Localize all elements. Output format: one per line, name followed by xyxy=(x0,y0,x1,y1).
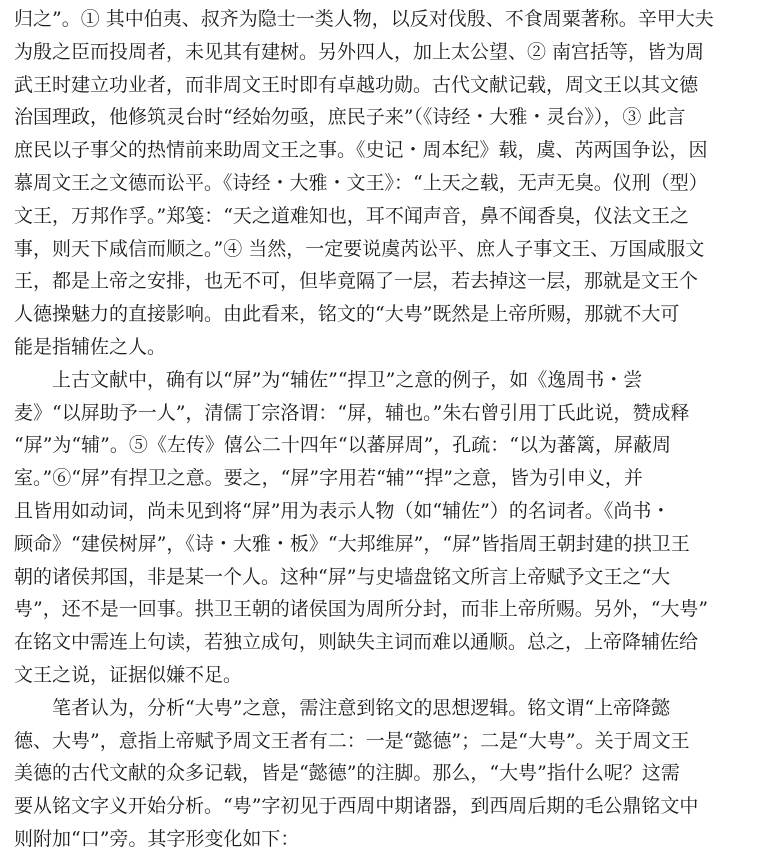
text-line: 事，则天下咸信而顺之。”④ 当然，一定要说虞芮讼平、庶人子事文王、万国咸服文 xyxy=(14,237,705,260)
text-line: 武王时建立功业者，而非周文王时即有卓越功勋。古代文献记载，周文王以其文德 xyxy=(14,73,699,96)
text-line: 麦》“以屏助予一人”，清儒丁宗洛谓：“屏，辅也。”朱右曾引用丁氏此说，赞成释 xyxy=(14,401,690,424)
text-line: 上古文献中，确有以“屏”为“辅佐”“捍卫”之意的例子，如《逸周书・尝 xyxy=(52,368,643,391)
text-line: 文王，万邦作孚。”郑笺：“天之道难知也，耳不闻声音，鼻不闻香臭，仪法文王之 xyxy=(14,204,689,227)
text-line: 慕周文王之文德而讼平。《诗经・大雅・文王》：“上天之载，无声无臭。仪刑（型） xyxy=(14,171,708,194)
paragraph-3 xyxy=(14,692,750,856)
text-line: 朝的诸侯邦国，非是某一个人。这种“屏”与史墙盘铭文所言上帝赋予文王之“大 xyxy=(14,565,671,588)
text-line: 要从铭文字义开始分析。“甹”字初见于西周中期诸器，到西周后期的毛公鼎铭文中 xyxy=(14,795,699,818)
text-line: 治国理政，他修筑灵台时“经始勿亟，庶民子来”（《诗经・大雅・灵台》），③ 此言 xyxy=(14,106,686,129)
text-line: 庶民以子事父的热情前来助周文王之事。《史记・周本纪》载，虞、芮两国争讼，因 xyxy=(14,139,708,162)
text-line: 美德的古代文献的众多记载，皆是“懿德”的注脚。那么，“大甹”指什么呢？这需 xyxy=(14,762,680,785)
text-line: 文王之说，证据似嫌不足。 xyxy=(14,663,243,686)
text-line: 人德操魅力的直接影响。由此看来，铭文的“大甹”既然是上帝所赐，那就不大可 xyxy=(14,303,680,326)
paragraph-1 xyxy=(14,3,750,364)
text-line: 能是指辅佐之人。 xyxy=(14,335,167,358)
text-line: 室。”⑥“屏”有捍卫之意。要之，“屏”字用若“辅”“捍”之意，皆为引申义，并 xyxy=(14,467,643,490)
text-line: 德、大甹”，意指上帝赋予周文王者有二：一是“懿德”；二是“大甹”。关于周文王 xyxy=(14,729,690,752)
text-line: 为殷之臣而投周者，未见其有建树。另外四人，加上太公望、② 南宫括等，皆为周 xyxy=(14,40,705,63)
paragraph-2 xyxy=(14,364,750,692)
text-line: 归之”。① 其中伯夷、叔齐为隐士一类人物，以反对伐殷、不食周粟著称。辛甲大夫 xyxy=(14,8,714,30)
text-line: 则附加“口”旁。其字形变化如下： xyxy=(14,827,300,850)
text-line: 顾命》“建侯树屏”，《诗・大雅・板》“大邦维屏”，“屏”皆指周王朝封建的拱卫王 xyxy=(14,532,690,555)
text-line: 在铭文中需连上句读，若独立成句，则缺失主词而难以通顺。总之，上帝降辅佐给 xyxy=(14,631,699,654)
text-line: 笔者认为，分析“大甹”之意，需注意到铭文的思想逻辑。铭文谓“上帝降懿 xyxy=(52,696,671,719)
text-line: “屏”为“辅”。⑤《左传》僖公二十四年“以蕃屏周”，孔疏：“以为蕃篱，屏蔽周 xyxy=(14,434,671,457)
text-line: 王，都是上帝之安排，也无不可，但毕竟隔了一层，若去掉这一层，那就是文王个 xyxy=(14,270,699,293)
text-line: 且皆用如动词，尚未见到将“屏”用为表示人物（如“辅佐”）的名词者。《尚书・ xyxy=(14,499,671,522)
text-line: 甹”，还不是一回事。拱卫王朝的诸侯国为周所分封，而非上帝所赐。另外，“大甹” xyxy=(14,598,709,621)
